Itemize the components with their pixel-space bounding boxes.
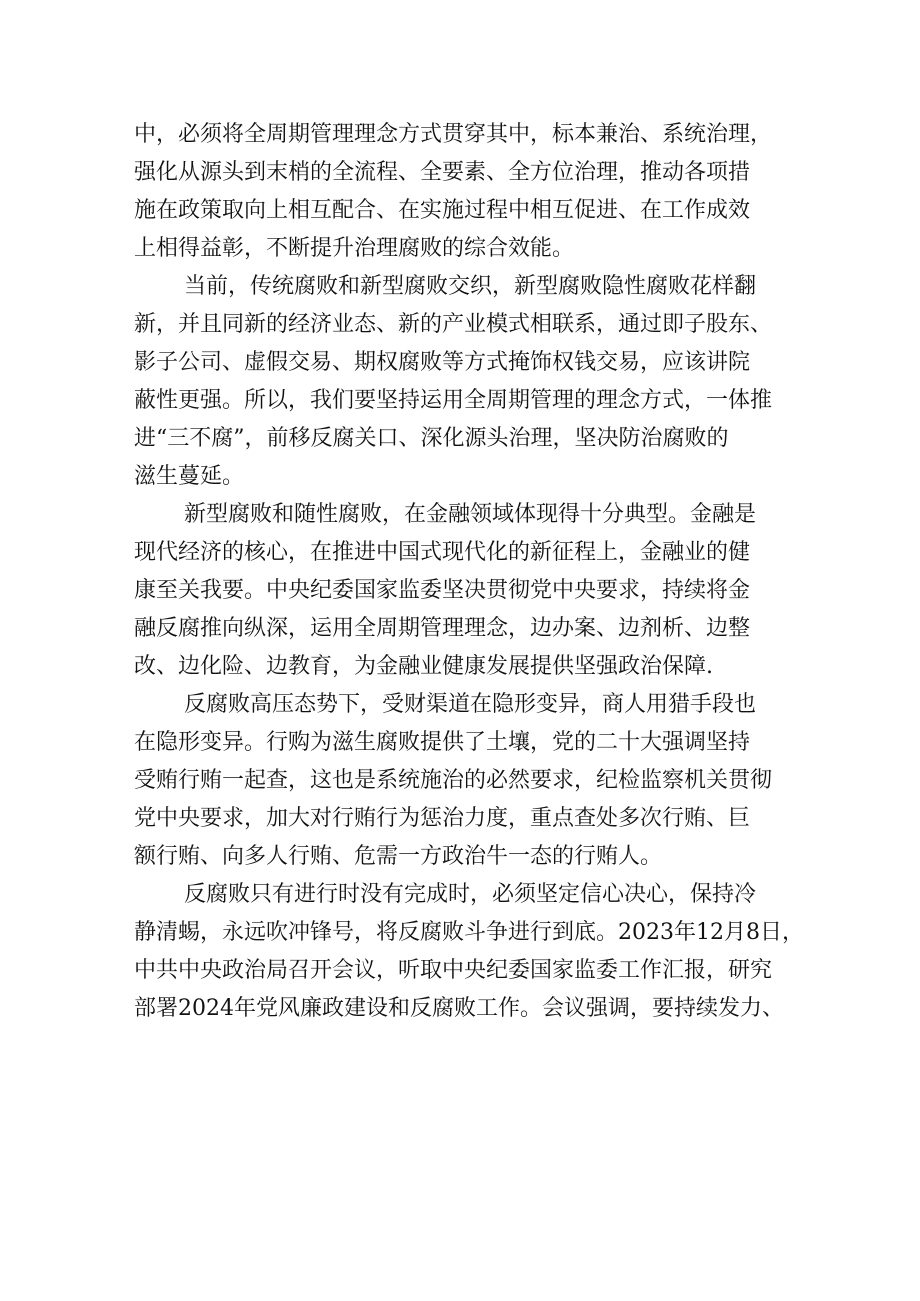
text-line: 在隐形变异。行购为滋生腐败提供了土壤，党的二十大强调坚持 bbox=[134, 730, 751, 755]
body-text bbox=[134, 116, 804, 1028]
text-line: 额行贿、向多人行贿、危需一方政治牛一态的行贿人。 bbox=[134, 844, 663, 869]
text-line: 改、边化险、边教育，为金融业健康发展提供坚强政治保障. bbox=[134, 654, 713, 679]
text-line: 蔽性更强。所以，我们要坚持运用全周期管理的理念方式，一体推 bbox=[134, 388, 773, 413]
text-line: 党中央要求，加大对行贿行为惩治力度，重点查处多次行贿、巨 bbox=[134, 806, 751, 831]
text-line: 中，必须将全周期管理理念方式贯穿其中，标本兼治、系统治理， bbox=[134, 122, 773, 147]
text-line: 融反腐推向纵深，运用全周期管理理念，边办案、边剂析、边整 bbox=[134, 616, 751, 641]
paragraph-first-line: 反腐败只有进行时没有完成时，必须坚定信心决心，保持冷 bbox=[184, 882, 757, 907]
text-line: 强化从源头到末梢的全流程、全要素、全方位治理，推动各项措 bbox=[134, 160, 751, 185]
text-line: 现代经济的核心，在推进中国式现代化的新征程上，金融业的健 bbox=[134, 540, 751, 565]
paragraph-first-line: 当前，传统腐败和新型腐败交织，新型腐败隐性腐败花样翻 bbox=[184, 274, 757, 299]
text-line: 滋生蔓延。 bbox=[134, 464, 245, 489]
text-line: 进“三不腐”，前移反腐关口、深化源头治理，坚决防治腐败的 bbox=[134, 426, 729, 451]
text-line: 新，并且同新的经济业态、新的产业模式相联系，通过即子股东、 bbox=[134, 312, 773, 337]
text-line: 康至关我要。中央纪委国家监委坚决贯彻党中央要求，持续将金 bbox=[134, 578, 751, 603]
text-line: 中共中央政治局召开会议，听取中央纪委国家监委工作汇报，研究 bbox=[134, 958, 773, 983]
text-line: 静清蜴，永远吹冲锋号，将反腐败斗争进行到底。2023年12月8日， bbox=[134, 920, 804, 945]
text-line: 上相得益彰，不断提升治理腐败的综合效能。 bbox=[134, 236, 575, 261]
text-line: 施在政策取向上相互配合、在实施过程中相互促进、在工作成效 bbox=[134, 198, 751, 223]
paragraph-first-line: 反腐败高压态势下，受财渠道在隐形变异，商人用猎手段也 bbox=[184, 692, 757, 717]
text-line: 受贿行贿一起查，这也是系统施治的必然要求，纪检监察机关贯彻 bbox=[134, 768, 773, 793]
paragraph-first-line: 新型腐败和随性腐败，在金融领域体现得十分典型。金融是 bbox=[184, 502, 757, 527]
text-line: 影子公司、虚假交易、期权腐败等方式掩饰权钱交易，应该讲院 bbox=[134, 350, 751, 375]
text-line: 部署2024年党风廉政建设和反腐败工作。会议强调，要持续发力、 bbox=[134, 996, 784, 1021]
